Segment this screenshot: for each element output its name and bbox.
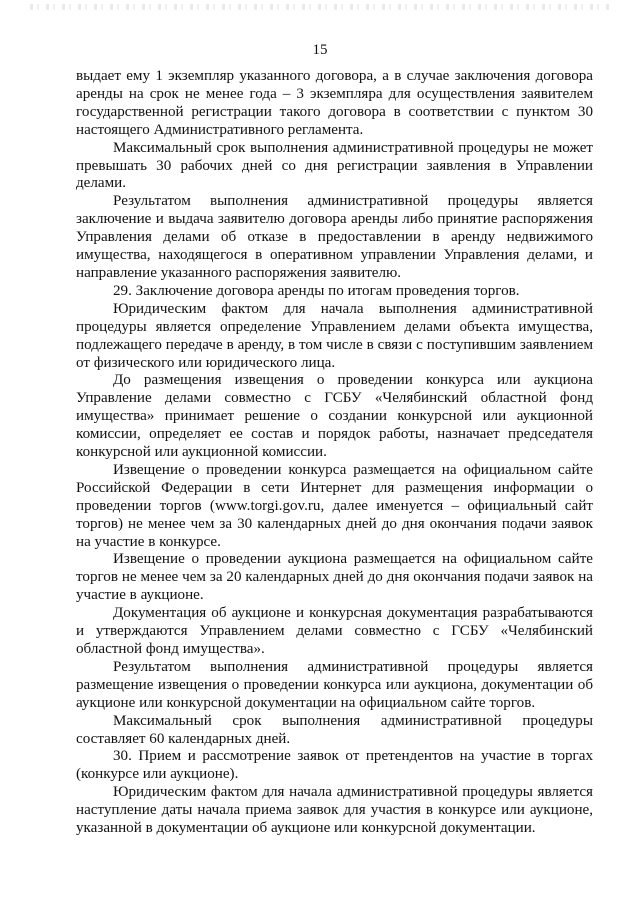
- paragraph: Юридическим фактом для начала выполнения административной процедуры является определение Управлением делами объекта имущества, подлежащего передаче в аренду, в том числе в связи с поступившим заявлением от физического или юридического лица.: [76, 300, 593, 371]
- paragraph: Документация об аукционе и конкурсная документация разрабатываются и утверждаются Управлением делами совместно с ГСБУ «Челябинский областной фонд имущества».: [76, 605, 593, 657]
- paragraph: Максимальный срок выполнения административной процедуры составляет 60 календарных дней.: [76, 712, 593, 747]
- section-heading-30: 30. Прием и рассмотрение заявок от претендентов на участие в торгах (конкурсе или аукционе).: [76, 748, 593, 783]
- paragraph: Результатом выполнения административной процедуры является размещение извещения о проведении конкурса или аукциона, документации об аукционе или конкурсной документации на официальном сайте торгов.: [76, 658, 593, 711]
- section-heading-29: 29. Заключение договора аренды по итогам проведения торгов.: [113, 282, 520, 299]
- paragraph: Извещение о проведении аукциона размещается на официальном сайте торгов не менее чем за 20 календарных дней до дня окончания подачи заявок на участие в аукционе.: [76, 551, 593, 604]
- document-body: [76, 68, 593, 838]
- page-number: 15: [312, 42, 328, 58]
- paragraph: Юридическим фактом для начала административной процедуры является наступление даты начала приема заявок для участия в конкурсе или аукционе, указанной в документации об аукционе или конкурсной документации.: [76, 784, 593, 837]
- paragraph-continuation: выдает ему 1 экземпляр указанного договора, а в случае заключения договора аренды на срок не менее года – 3 экземпляра для осуществления заявителем государственной регистрации такого договора в соответствии с пунктом 30 настоящего Административного регламента.: [76, 68, 593, 138]
- paragraph: Результатом выполнения административной процедуры является заключение и выдача заявителю договора аренды либо принятие распоряжения Управления делами об отказе в предоставлении в аренду недвижимого имущества, находящегося в оперативном управлении Управления делами, и направление указанного распоряжения заявителю.: [76, 193, 593, 281]
- paragraph: Максимальный срок выполнения административной процедуры не может превышать 30 рабочих дней со дня регистрации заявления в Управлении делами.: [76, 139, 593, 192]
- paragraph: До размещения извещения о проведении конкурса или аукциона Управление делами совместно с ГСБУ «Челябинский областной фонд имущества» принимает решение о создании конкурсной или аукционной комиссии, определяет ее состав и порядок работы, назначает председателя конкурсной или аукционной комиссии.: [76, 372, 593, 461]
- paragraph: Извещение о проведении конкурса размещается на официальном сайте Российской Федерации в сети Интернет для размещения информации о проведении торгов (www.torgi.gov.ru, далее именуется – официальный сайт торгов) не менее чем за 30 календарных дней до дня окончания подачи заявок на участие в конкурсе.: [76, 461, 593, 550]
- scan-artifact: [30, 4, 610, 10]
